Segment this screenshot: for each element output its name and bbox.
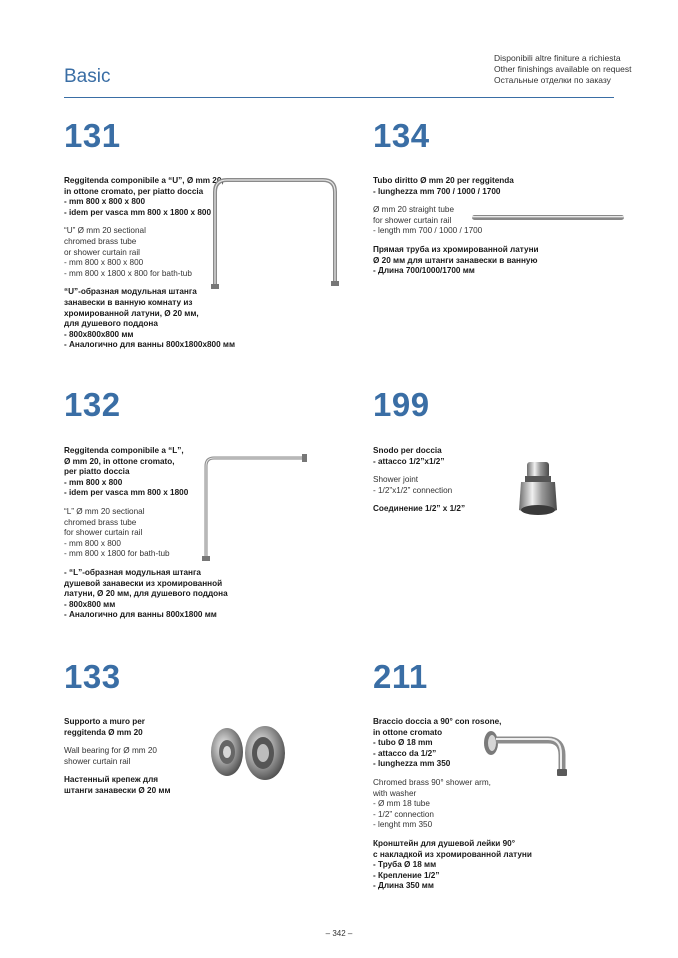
product-description-133 [64, 717, 171, 805]
desc-it: Supporto a muro per reggitenda Ø mm 20 [64, 717, 145, 737]
desc-en: Shower joint - 1/2”x1/2” connection [373, 475, 453, 495]
desc-ru: Соединение 1/2” x 1/2” [373, 504, 466, 514]
product-code-134: 134 [373, 117, 430, 154]
desc-en: “U” Ø mm 20 sectional chromed brass tube or shower curtain rail - mm 800 x 800 x 800 - mm 800 x 1800 x 800 for bath-tub [64, 226, 192, 278]
product-code-199: 199 [373, 386, 430, 423]
product-description-199 [373, 446, 465, 523]
desc-en: Ø mm 20 straight tube for shower curtain rail - length mm 700 / 1000 / 1700 [373, 205, 483, 236]
desc-ru: Кронштейн для душевой лейки 90° с накладкой из хромированной латуни - Труба Ø 18 мм - Крепление 1/2” - Длина 350 мм [373, 838, 532, 891]
page-title: Basic [64, 66, 111, 87]
desc-ru: - “L”-образная модульная штанга душевой занавески из хромированной латуни, Ø 20 мм, для душевого поддона - 800x800 мм - Аналогично для ванны 800x1800 мм [64, 567, 228, 620]
shower-joint-image [515, 460, 560, 518]
desc-en: Chromed brass 90° shower arm, with washer - Ø mm 18 tube - 1/2” connection - lenght mm 350 [373, 777, 491, 830]
product-code-132: 132 [64, 386, 121, 423]
header-divider [64, 97, 614, 98]
finishings-note [494, 53, 644, 86]
wall-bearing-image [205, 722, 290, 784]
product-code-131: 131 [64, 117, 121, 154]
u-rail-image [205, 172, 345, 292]
desc-it: Reggitenda componibile a “U”, Ø mm 20, in ottone cromato, per piatto doccia - mm 800 x 800 x 800 - idem per vasca mm 800 x 1800 x 800 [64, 176, 224, 217]
desc-en: “L” Ø mm 20 sectional chromed brass tube for shower curtain rail - mm 800 x 800 - mm 800 x 1800 for bath-tub [64, 506, 170, 559]
desc-it: Snodo per doccia - attacco 1/2”x1/2” [373, 446, 445, 466]
finishings-note-en: Other finishings available on request [494, 64, 632, 74]
desc-it: Tubo diritto Ø mm 20 per reggitenda - lunghezza mm 700 / 1000 / 1700 [373, 176, 514, 196]
shower-arm-image [482, 725, 572, 780]
product-code-133: 133 [64, 658, 121, 695]
finishings-note-ru: Остальные отделки по заказу [494, 75, 611, 85]
l-rail-image [198, 452, 313, 564]
straight-tube-image [470, 213, 626, 223]
product-description-134 [373, 176, 539, 285]
page-number: – 342 – [325, 929, 353, 938]
desc-it: Reggitenda componibile a “L”, Ø mm 20, in ottone cromato, per piatto doccia - mm 800 x 800 - idem per vasca mm 800 x 1800 [64, 446, 189, 498]
product-code-211: 211 [373, 658, 428, 695]
desc-en: Wall bearing for Ø mm 20 shower curtain rail [64, 746, 157, 766]
desc-it: Braccio doccia a 90° con rosone, in ottone cromato - tubo Ø 18 mm - attacco da 1/2” - lunghezza mm 350 [373, 717, 502, 769]
finishings-note-it: Disponibili altre finiture a richiesta [494, 53, 621, 63]
desc-ru: “U”-образная модульная штанга занавески в ванную комнату из хромированной латуни, Ø 20 мм, для душевого поддона - 800x800x800 мм - Аналогично для ванны 800x1800x800 мм [64, 287, 236, 350]
desc-ru: Прямая труба из хромированной латуни Ø 20 мм для штанги занавески в ванную - Длина 700/1000/1700 мм [373, 244, 539, 276]
desc-ru: Настенный крепеж для штанги занавески Ø 20 мм [64, 775, 171, 795]
